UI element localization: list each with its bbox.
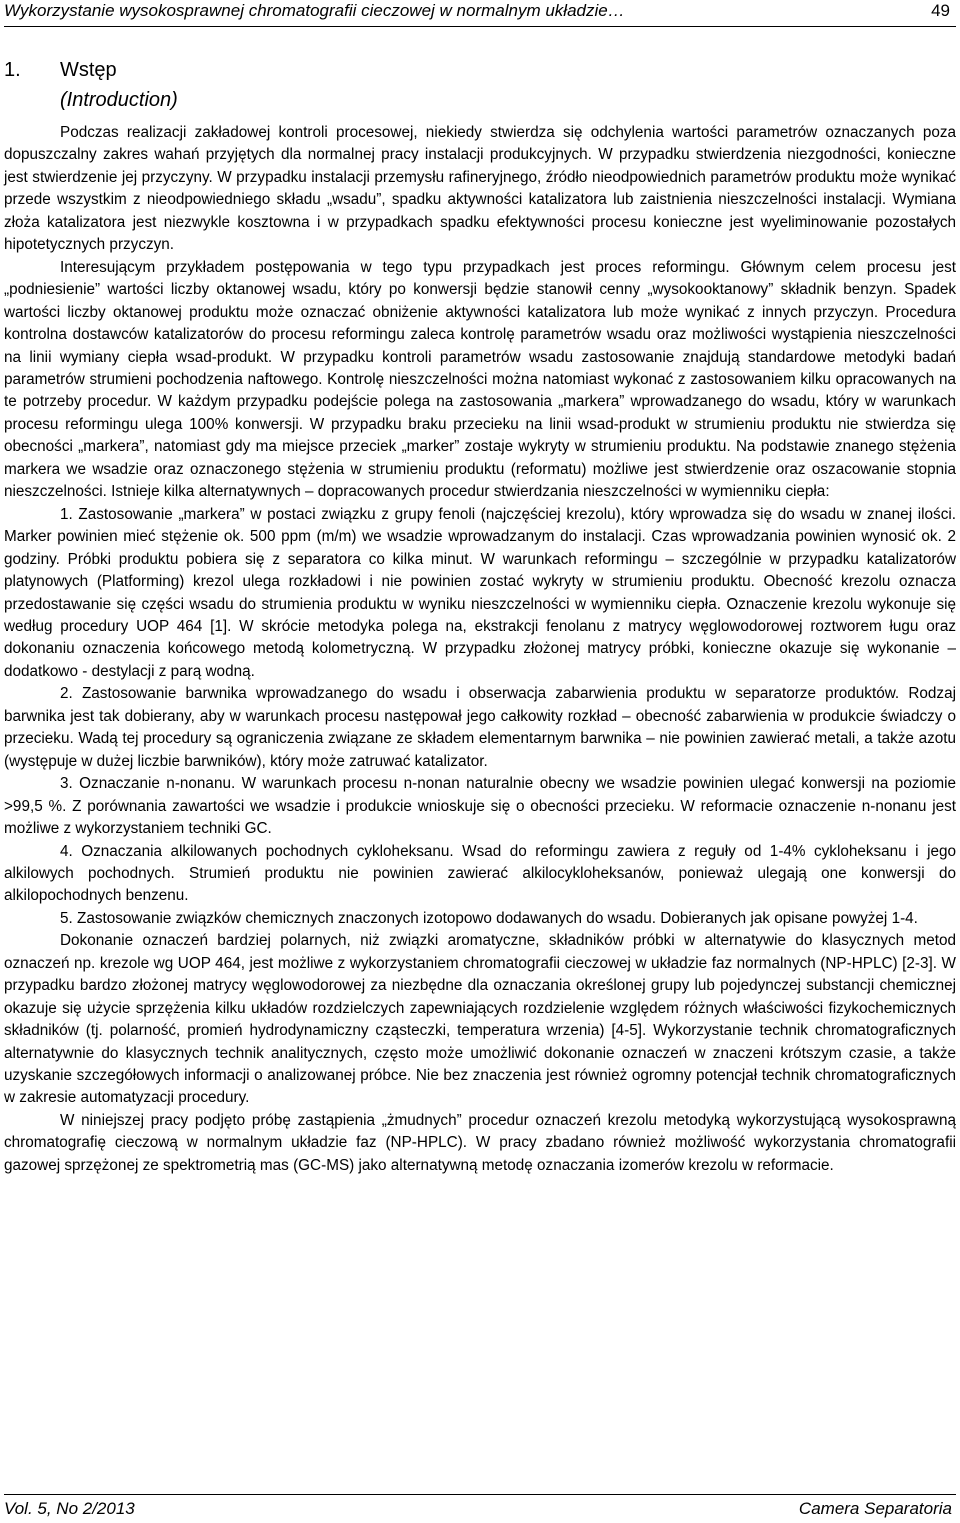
paragraph: W niniejszej pracy podjęto próbę zastąpienia „żmudnych” procedur oznaczeń krezolu metodyką wykorzystującą wysokosprawną chromatografię cieczową w normalnym układzie faz (NP-HPLC). W pracy zbadano również możliwość wykorzystania chromatografii gazowej sprzężonej ze spektrometrią mas (GC-MS) jako alternatywną metodę oznaczania izomerów krezolu w reformacie. bbox=[4, 1111, 956, 1174]
page-number: 49 bbox=[931, 1, 950, 20]
list-item: 5. Zastosowanie związków chemicznych znaczonych izotopowo dodawanych do wsadu. Dobieranych jak opisane powyżej 1-4. bbox=[60, 909, 918, 927]
section-title: Wstęp bbox=[60, 59, 117, 81]
paragraph: Interesującym przykładem postępowania w tego typu przypadkach jest proces reformingu. Głównym celem procesu jest „podniesienie” wartości liczby oktanowej wsadu, który po konwersji będzie stanowił cenny „wysokooktanowy” składnik benzyn. Spadek wartości liczby oktanowej produktu może oznaczać obniżenie aktywności katalizatora lub może wynikać z innych przyczyn. Procedura kontrolna dostawców katalizatorów do procesu reformingu zaleca kontrolę parametrów wsadu oraz możliwości wystąpienia nieszczelności na linii wymiany ciepła wsad-produkt. W przypadku kontroli parametrów wsadu zastosowanie znajdują standardowe metodyki badań parametrów strumieni pochodzenia naftowego. Kontrolę nieszczelności można natomiast wykonać z zastosowaniem kilku opracowanych na te potrzeby procedur. W każdym przypadku podejście polega na zastosowania „markera” wprowadzanego do wsadu, który w warunkach procesu reformingu ulega 100% konwersji. W przypadku braku przecieku na linii wsad-produkt w strumieniu produktu nie stwierdza się obecności „markera”, natomiast gdy ma miejsce przeciek „marker” zostaje wykryty w strumieniu produktu. Na podstawie znanego stężenia markera we wsadzie oraz oznaczonego stężenia w strumieniu produktu (reformatu) możliwe jest stwierdzenie oraz oszacowanie stopnia nieszczelności. Istnieje kilka alternatywnych – dopracowanych procedur stwierdzania nieszczelności w wymienniku ciepła: bbox=[4, 258, 956, 501]
section-title-english: (Introduction) bbox=[60, 89, 178, 111]
paragraph: Podczas realizacji zakładowej kontroli procesowej, niekiedy stwierdza się odchylenia wartości parametrów oznaczanych poza dopuszczalny zakres wahań przyjętych dla normalnej pracy instalacji produkcyjnych. W przypadku stwierdzenia niezgodności, konieczne jest stwierdzenie jej przyczyny. W przypadku instalacji przemysłu rafineryjnego, źródło nieodpowiednich parametrów produktu może wynikać przede wszystkim z nieodpowiedniego składu „wsadu”, spadku aktywności katalizatora lub zaistnienia nieszczelności instalacji. Wymiana złoża katalizatora jest niezwykle kosztowna i w przypadkach spadku efektywności procesu konieczne jest wyeliminowanie pozostałych hipotetycznych przyczyn. bbox=[4, 124, 956, 254]
article-body bbox=[4, 122, 956, 1177]
list-item: 2. Zastosowanie barwnika wprowadzanego do wsadu i obserwacja zabarwienia produktu w separatorze produktów. Rodzaj barwnika jest tak dobierany, aby w warunkach procesu następował jego całkowity rozkład – obecność zabarwienia w produkcie świadczy o przecieku. Wadą tej procedury są ograniczenia związane ze składem elementarnym barwnika – nie powinien zawierać metali, a także azotu (występuje w dużej liczbie barwników), który może zatruwać katalizator. bbox=[4, 685, 956, 770]
section-number: 1. bbox=[4, 59, 21, 81]
page-footer bbox=[4, 1494, 956, 1523]
running-header bbox=[4, 0, 956, 27]
running-title: Wykorzystanie wysokosprawnej chromatografii cieczowej w normalnym układzie… bbox=[4, 1, 625, 20]
list-item: 1. Zastosowanie „markera” w postaci związku z grupy fenoli (najczęściej krezolu), który wprowadza się do wsadu w znanej ilości. Marker powinien mieć stężenie ok. 500 ppm (m/m) we wsadzie wprowadzanym do instalacji. Czas wprowadzania powinien wynosić ok. 2 godziny. Próbki produktu pobiera się z separatora co kilka minut. W warunkach reformingu – szczególnie w przypadku katalizatorów platynowych (Platforming) krezol ulega rozkładowi i nie powinien zostać wykryty w strumieniu produktu. Obecność krezolu oznacza przedostawanie się części wsadu do strumienia produktu w wyniku nieszczelności w wymienniku ciepła. Oznaczenie krezolu wykonuje się według procedury UOP 464 [1]. W skrócie metodyka polega na, ekstrakcji fenolanu z matrycy węglowodorowej roztworem ługu oraz dokonaniu oznaczenia końcowego metodą kolometryczną. W przypadku złożonej matrycy próbki, konieczne okazuje się wykonanie – dodatkowo - destylacji z parą wodną. bbox=[4, 505, 956, 680]
list-item: 4. Oznaczania alkilowanych pochodnych cykloheksanu. Wsad do reformingu zawiera z reguły od 1-4% cykloheksanu i jego alkilowych pochodnych. Strumień produktu nie powinien zawierać alkilocykloheksanów, ponieważ ulegają one konwersji do alkilopochodnych benzenu. bbox=[4, 842, 956, 905]
paragraph: Dokonanie oznaczeń bardziej polarnych, niż związki aromatyczne, składników próbki w alternatywie do klasycznych metod oznaczeń np. krezole wg UOP 464, jest możliwe z wykorzystaniem chromatografii cieczowej w układzie faz normalnych (NP-HPLC) [2-3]. W przypadku bardzo złożonej matrycy węglowodorowej za niezbędne dla oznaczania określonej grupy lub pojedynczej substancji chemicznej okazuje się użycie sprzężenia kilku układów rozdzielczych zapewniających rozdzielenie względem różnych właściwości fizykochemicznych składników (tj. polarność, promień hydrodynamiczny cząsteczki, temperatura wrzenia) [4-5]. Wykorzystanie technik chromatograficznych alternatywnie do klasycznych technik analitycznych, często może umożliwić dokonanie oznaczeń w znaczeni krótszym czasie, a także uzyskanie szczegółowych informacji o analizowanej próbce. Nie bez znaczenia jest również ogromny potencjał technik chromatograficznych w zakresie automatyzacji procedury. bbox=[4, 932, 956, 1107]
section-heading bbox=[4, 55, 178, 115]
volume-info: Vol. 5, No 2/2013 bbox=[4, 1499, 135, 1518]
list-item: 3. Oznaczanie n-nonanu. W warunkach procesu n-nonan naturalnie obecny we wsadzie powinien ulegać konwersji na poziomie >99,5 %. Z porównania zawartości we wsadzie i produkcie wnioskuje się o obecności przecieku. W reformacie oznaczenie n-nonanu jest możliwe z wykorzystaniem techniki GC. bbox=[4, 775, 956, 838]
journal-name: Camera Separatoria bbox=[798, 1499, 952, 1518]
